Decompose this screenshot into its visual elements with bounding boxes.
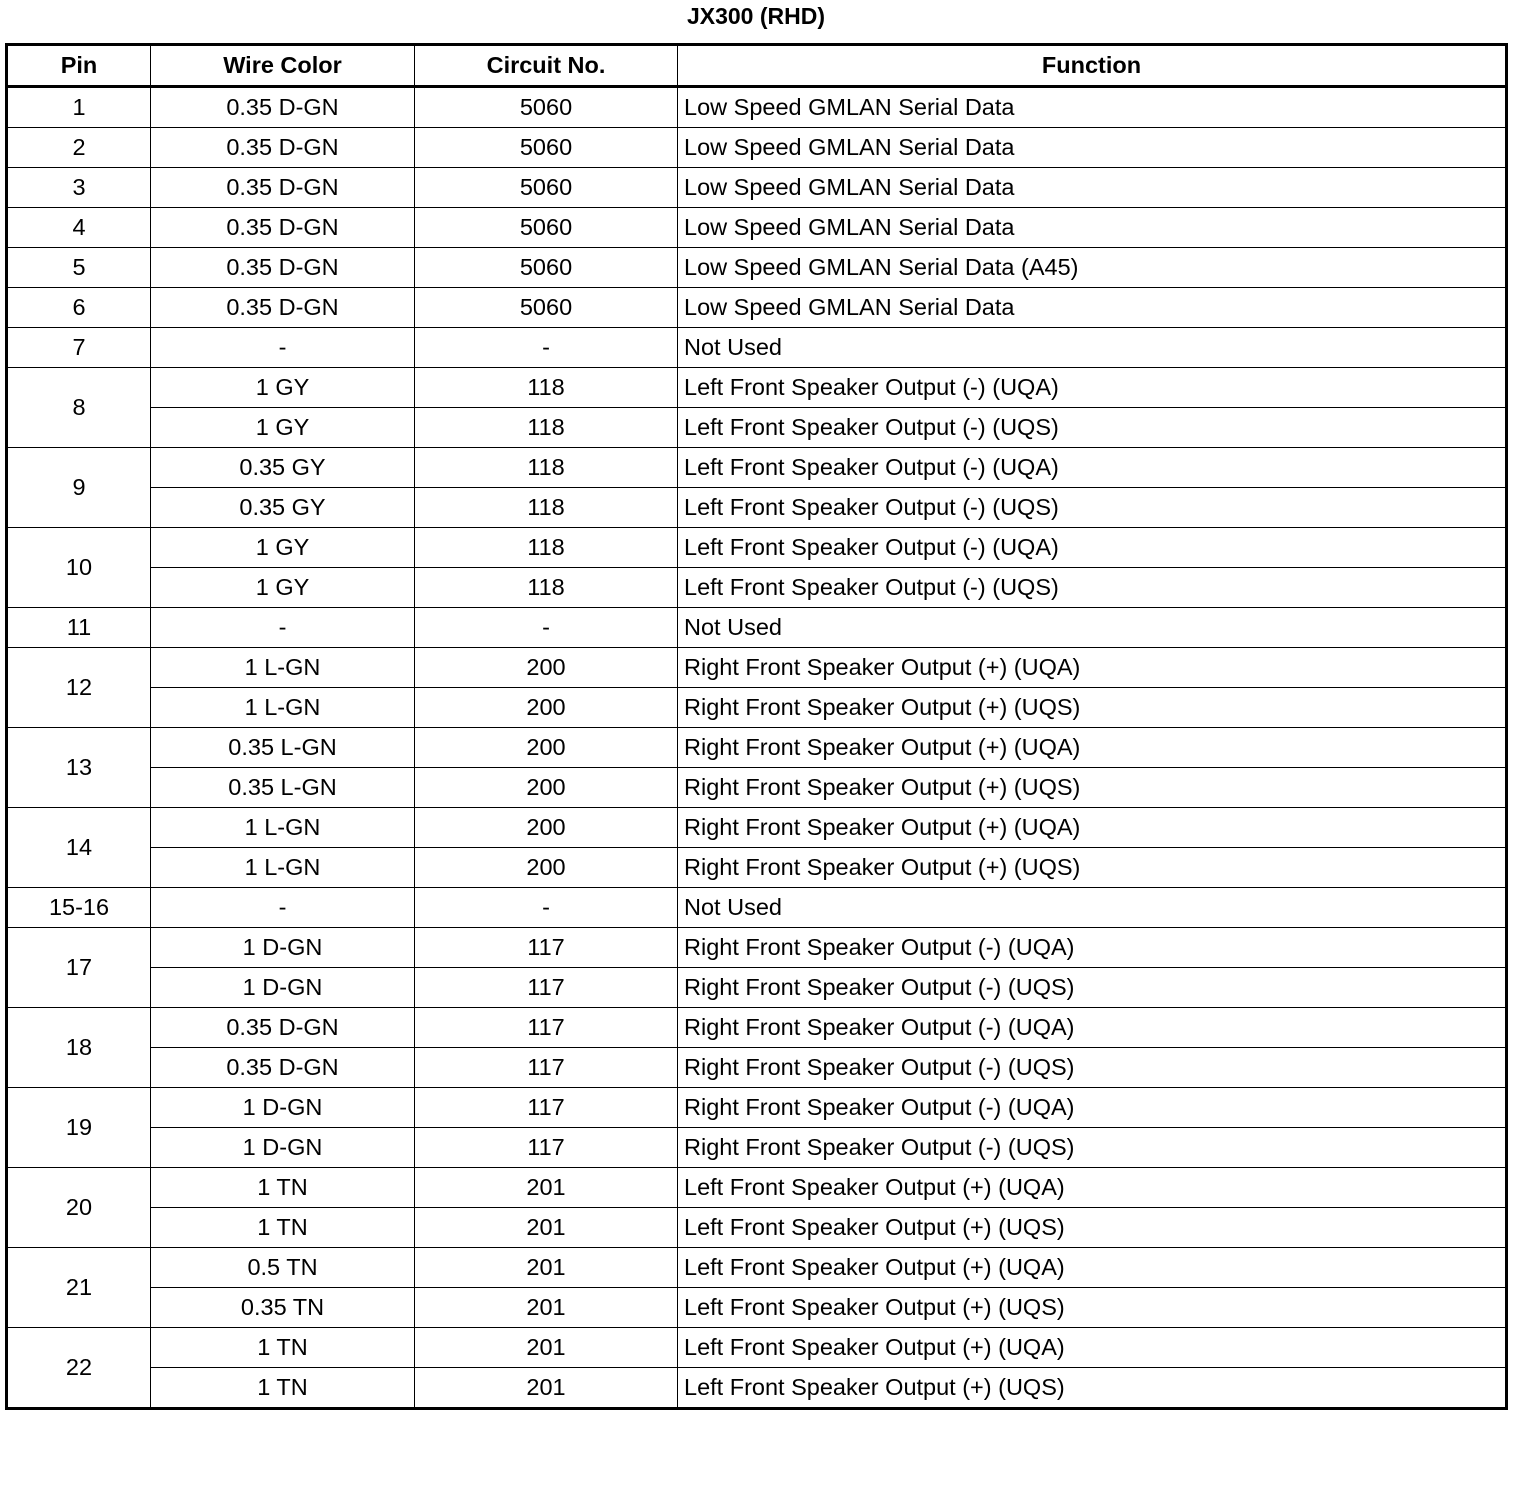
function-cell: Left Front Speaker Output (+) (UQS)	[678, 1288, 1507, 1328]
function-cell: Right Front Speaker Output (-) (UQA)	[678, 928, 1507, 968]
wire-color-cell: 1 L-GN	[151, 808, 415, 848]
function-cell: Left Front Speaker Output (+) (UQA)	[678, 1168, 1507, 1208]
function-cell: Left Front Speaker Output (-) (UQS)	[678, 488, 1507, 528]
circuit-no-cell: 201	[415, 1328, 678, 1368]
wire-color-cell: -	[151, 888, 415, 928]
circuit-no-cell: 200	[415, 728, 678, 768]
wire-color-cell: 1 TN	[151, 1328, 415, 1368]
circuit-no-cell: 117	[415, 1128, 678, 1168]
function-cell: Left Front Speaker Output (-) (UQA)	[678, 528, 1507, 568]
wire-color-cell: 1 L-GN	[151, 688, 415, 728]
circuit-no-cell: 118	[415, 368, 678, 408]
connector-pinout-table	[5, 43, 1508, 1410]
function-cell: Not Used	[678, 328, 1507, 368]
pin-cell: 18	[7, 1008, 151, 1088]
circuit-no-cell: 5060	[415, 168, 678, 208]
pin-cell: 5	[7, 248, 151, 288]
circuit-no-cell: 118	[415, 488, 678, 528]
function-cell: Left Front Speaker Output (+) (UQS)	[678, 1368, 1507, 1409]
wire-color-cell: 0.35 GY	[151, 488, 415, 528]
wire-color-cell: 0.35 D-GN	[151, 288, 415, 328]
circuit-no-cell: 201	[415, 1368, 678, 1409]
pin-cell: 7	[7, 328, 151, 368]
pin-cell: 3	[7, 168, 151, 208]
circuit-no-cell: 201	[415, 1168, 678, 1208]
header-function: Function	[678, 45, 1507, 87]
pin-cell: 1	[7, 87, 151, 128]
table-row	[7, 1208, 1507, 1248]
table-row	[7, 648, 1507, 688]
table-row	[7, 808, 1507, 848]
function-cell: Low Speed GMLAN Serial Data	[678, 128, 1507, 168]
table-row	[7, 288, 1507, 328]
circuit-no-cell: 118	[415, 408, 678, 448]
table-row	[7, 168, 1507, 208]
wire-color-cell: 1 GY	[151, 528, 415, 568]
table-row	[7, 1048, 1507, 1088]
circuit-no-cell: -	[415, 608, 678, 648]
wire-color-cell: 1 TN	[151, 1208, 415, 1248]
circuit-no-cell: 118	[415, 568, 678, 608]
function-cell: Left Front Speaker Output (-) (UQA)	[678, 448, 1507, 488]
header-wire-color: Wire Color	[151, 45, 415, 87]
function-cell: Left Front Speaker Output (+) (UQS)	[678, 1208, 1507, 1248]
circuit-no-cell: 200	[415, 688, 678, 728]
wire-color-cell: -	[151, 328, 415, 368]
circuit-no-cell: 5060	[415, 128, 678, 168]
circuit-no-cell: 117	[415, 928, 678, 968]
pin-cell: 22	[7, 1328, 151, 1409]
table-row	[7, 1328, 1507, 1368]
pin-cell: 6	[7, 288, 151, 328]
table-row	[7, 728, 1507, 768]
wire-color-cell: 0.5 TN	[151, 1248, 415, 1288]
wire-color-cell: 0.35 L-GN	[151, 768, 415, 808]
wire-color-cell: 1 TN	[151, 1368, 415, 1409]
wire-color-cell: 1 L-GN	[151, 648, 415, 688]
function-cell: Low Speed GMLAN Serial Data	[678, 87, 1507, 128]
wire-color-cell: 0.35 GY	[151, 448, 415, 488]
function-cell: Low Speed GMLAN Serial Data (A45)	[678, 248, 1507, 288]
table-row	[7, 768, 1507, 808]
page-title: JX300 (RHD)	[686, 3, 826, 29]
circuit-no-cell: 200	[415, 768, 678, 808]
function-cell: Left Front Speaker Output (-) (UQS)	[678, 568, 1507, 608]
circuit-no-cell: 5060	[415, 248, 678, 288]
circuit-no-cell: 5060	[415, 87, 678, 128]
pin-cell: 13	[7, 728, 151, 808]
wire-color-cell: 1 D-GN	[151, 1088, 415, 1128]
wire-color-cell: 0.35 L-GN	[151, 728, 415, 768]
table-row	[7, 408, 1507, 448]
table-row	[7, 528, 1507, 568]
pin-cell: 9	[7, 448, 151, 528]
circuit-no-cell: 117	[415, 1008, 678, 1048]
circuit-no-cell: 118	[415, 528, 678, 568]
table-row	[7, 888, 1507, 928]
table-row	[7, 128, 1507, 168]
table-row	[7, 1088, 1507, 1128]
function-cell: Right Front Speaker Output (+) (UQA)	[678, 808, 1507, 848]
pin-cell: 15-16	[7, 888, 151, 928]
table-row	[7, 448, 1507, 488]
function-cell: Right Front Speaker Output (+) (UQA)	[678, 728, 1507, 768]
pin-cell: 11	[7, 608, 151, 648]
function-cell: Right Front Speaker Output (+) (UQS)	[678, 688, 1507, 728]
table-row	[7, 1168, 1507, 1208]
pin-cell: 21	[7, 1248, 151, 1328]
table-row	[7, 1288, 1507, 1328]
pin-cell: 4	[7, 208, 151, 248]
function-cell: Left Front Speaker Output (+) (UQA)	[678, 1328, 1507, 1368]
function-cell: Not Used	[678, 888, 1507, 928]
wire-color-cell: 1 TN	[151, 1168, 415, 1208]
table-row	[7, 1368, 1507, 1409]
table-row	[7, 368, 1507, 408]
pin-cell: 17	[7, 928, 151, 1008]
pin-cell: 14	[7, 808, 151, 888]
wire-color-cell: 1 D-GN	[151, 968, 415, 1008]
wire-color-cell: 1 GY	[151, 568, 415, 608]
function-cell: Low Speed GMLAN Serial Data	[678, 208, 1507, 248]
wire-color-cell: 0.35 D-GN	[151, 168, 415, 208]
wire-color-cell: 1 GY	[151, 368, 415, 408]
function-cell: Left Front Speaker Output (-) (UQS)	[678, 408, 1507, 448]
circuit-no-cell: 5060	[415, 208, 678, 248]
circuit-no-cell: 5060	[415, 288, 678, 328]
function-cell: Right Front Speaker Output (-) (UQA)	[678, 1088, 1507, 1128]
pin-cell: 2	[7, 128, 151, 168]
circuit-no-cell: 117	[415, 1088, 678, 1128]
table-row	[7, 87, 1507, 128]
wire-color-cell: 1 D-GN	[151, 928, 415, 968]
pin-cell: 12	[7, 648, 151, 728]
circuit-no-cell: -	[415, 328, 678, 368]
function-cell: Low Speed GMLAN Serial Data	[678, 288, 1507, 328]
table-row	[7, 208, 1507, 248]
wire-color-cell: 1 D-GN	[151, 1128, 415, 1168]
table-row	[7, 1008, 1507, 1048]
wire-color-cell: 0.35 D-GN	[151, 248, 415, 288]
header-pin: Pin	[7, 45, 151, 87]
wire-color-cell: 1 L-GN	[151, 848, 415, 888]
table-header-row	[7, 45, 1507, 87]
circuit-no-cell: 200	[415, 848, 678, 888]
circuit-no-cell: 117	[415, 968, 678, 1008]
table-row	[7, 1128, 1507, 1168]
wire-color-cell: 1 GY	[151, 408, 415, 448]
function-cell: Right Front Speaker Output (+) (UQS)	[678, 768, 1507, 808]
table-row	[7, 248, 1507, 288]
function-cell: Low Speed GMLAN Serial Data	[678, 168, 1507, 208]
table-row	[7, 848, 1507, 888]
pin-cell: 10	[7, 528, 151, 608]
circuit-no-cell: 200	[415, 648, 678, 688]
function-cell: Right Front Speaker Output (-) (UQS)	[678, 1048, 1507, 1088]
wire-color-cell: 0.35 D-GN	[151, 1048, 415, 1088]
circuit-no-cell: 201	[415, 1288, 678, 1328]
wire-color-cell: 0.35 D-GN	[151, 208, 415, 248]
wire-color-cell: -	[151, 608, 415, 648]
wire-color-cell: 0.35 D-GN	[151, 87, 415, 128]
table-row	[7, 688, 1507, 728]
pin-cell: 8	[7, 368, 151, 448]
circuit-no-cell: 117	[415, 1048, 678, 1088]
circuit-no-cell: 201	[415, 1248, 678, 1288]
wire-color-cell: 0.35 D-GN	[151, 1008, 415, 1048]
pin-cell: 20	[7, 1168, 151, 1248]
circuit-no-cell: 201	[415, 1208, 678, 1248]
table-row	[7, 568, 1507, 608]
header-circuit-no: Circuit No.	[415, 45, 678, 87]
table-row	[7, 328, 1507, 368]
wire-color-cell: 0.35 TN	[151, 1288, 415, 1328]
function-cell: Not Used	[678, 608, 1507, 648]
function-cell: Right Front Speaker Output (-) (UQS)	[678, 968, 1507, 1008]
wire-color-cell: 0.35 D-GN	[151, 128, 415, 168]
table-row	[7, 1248, 1507, 1288]
circuit-no-cell: 200	[415, 808, 678, 848]
function-cell: Right Front Speaker Output (-) (UQA)	[678, 1008, 1507, 1048]
function-cell: Right Front Speaker Output (-) (UQS)	[678, 1128, 1507, 1168]
table-row	[7, 928, 1507, 968]
function-cell: Left Front Speaker Output (+) (UQA)	[678, 1248, 1507, 1288]
function-cell: Right Front Speaker Output (+) (UQS)	[678, 848, 1507, 888]
pin-cell: 19	[7, 1088, 151, 1168]
circuit-no-cell: -	[415, 888, 678, 928]
table-row	[7, 968, 1507, 1008]
circuit-no-cell: 118	[415, 448, 678, 488]
function-cell: Right Front Speaker Output (+) (UQA)	[678, 648, 1507, 688]
table-row	[7, 608, 1507, 648]
table-body	[7, 87, 1507, 1409]
function-cell: Left Front Speaker Output (-) (UQA)	[678, 368, 1507, 408]
table-row	[7, 488, 1507, 528]
